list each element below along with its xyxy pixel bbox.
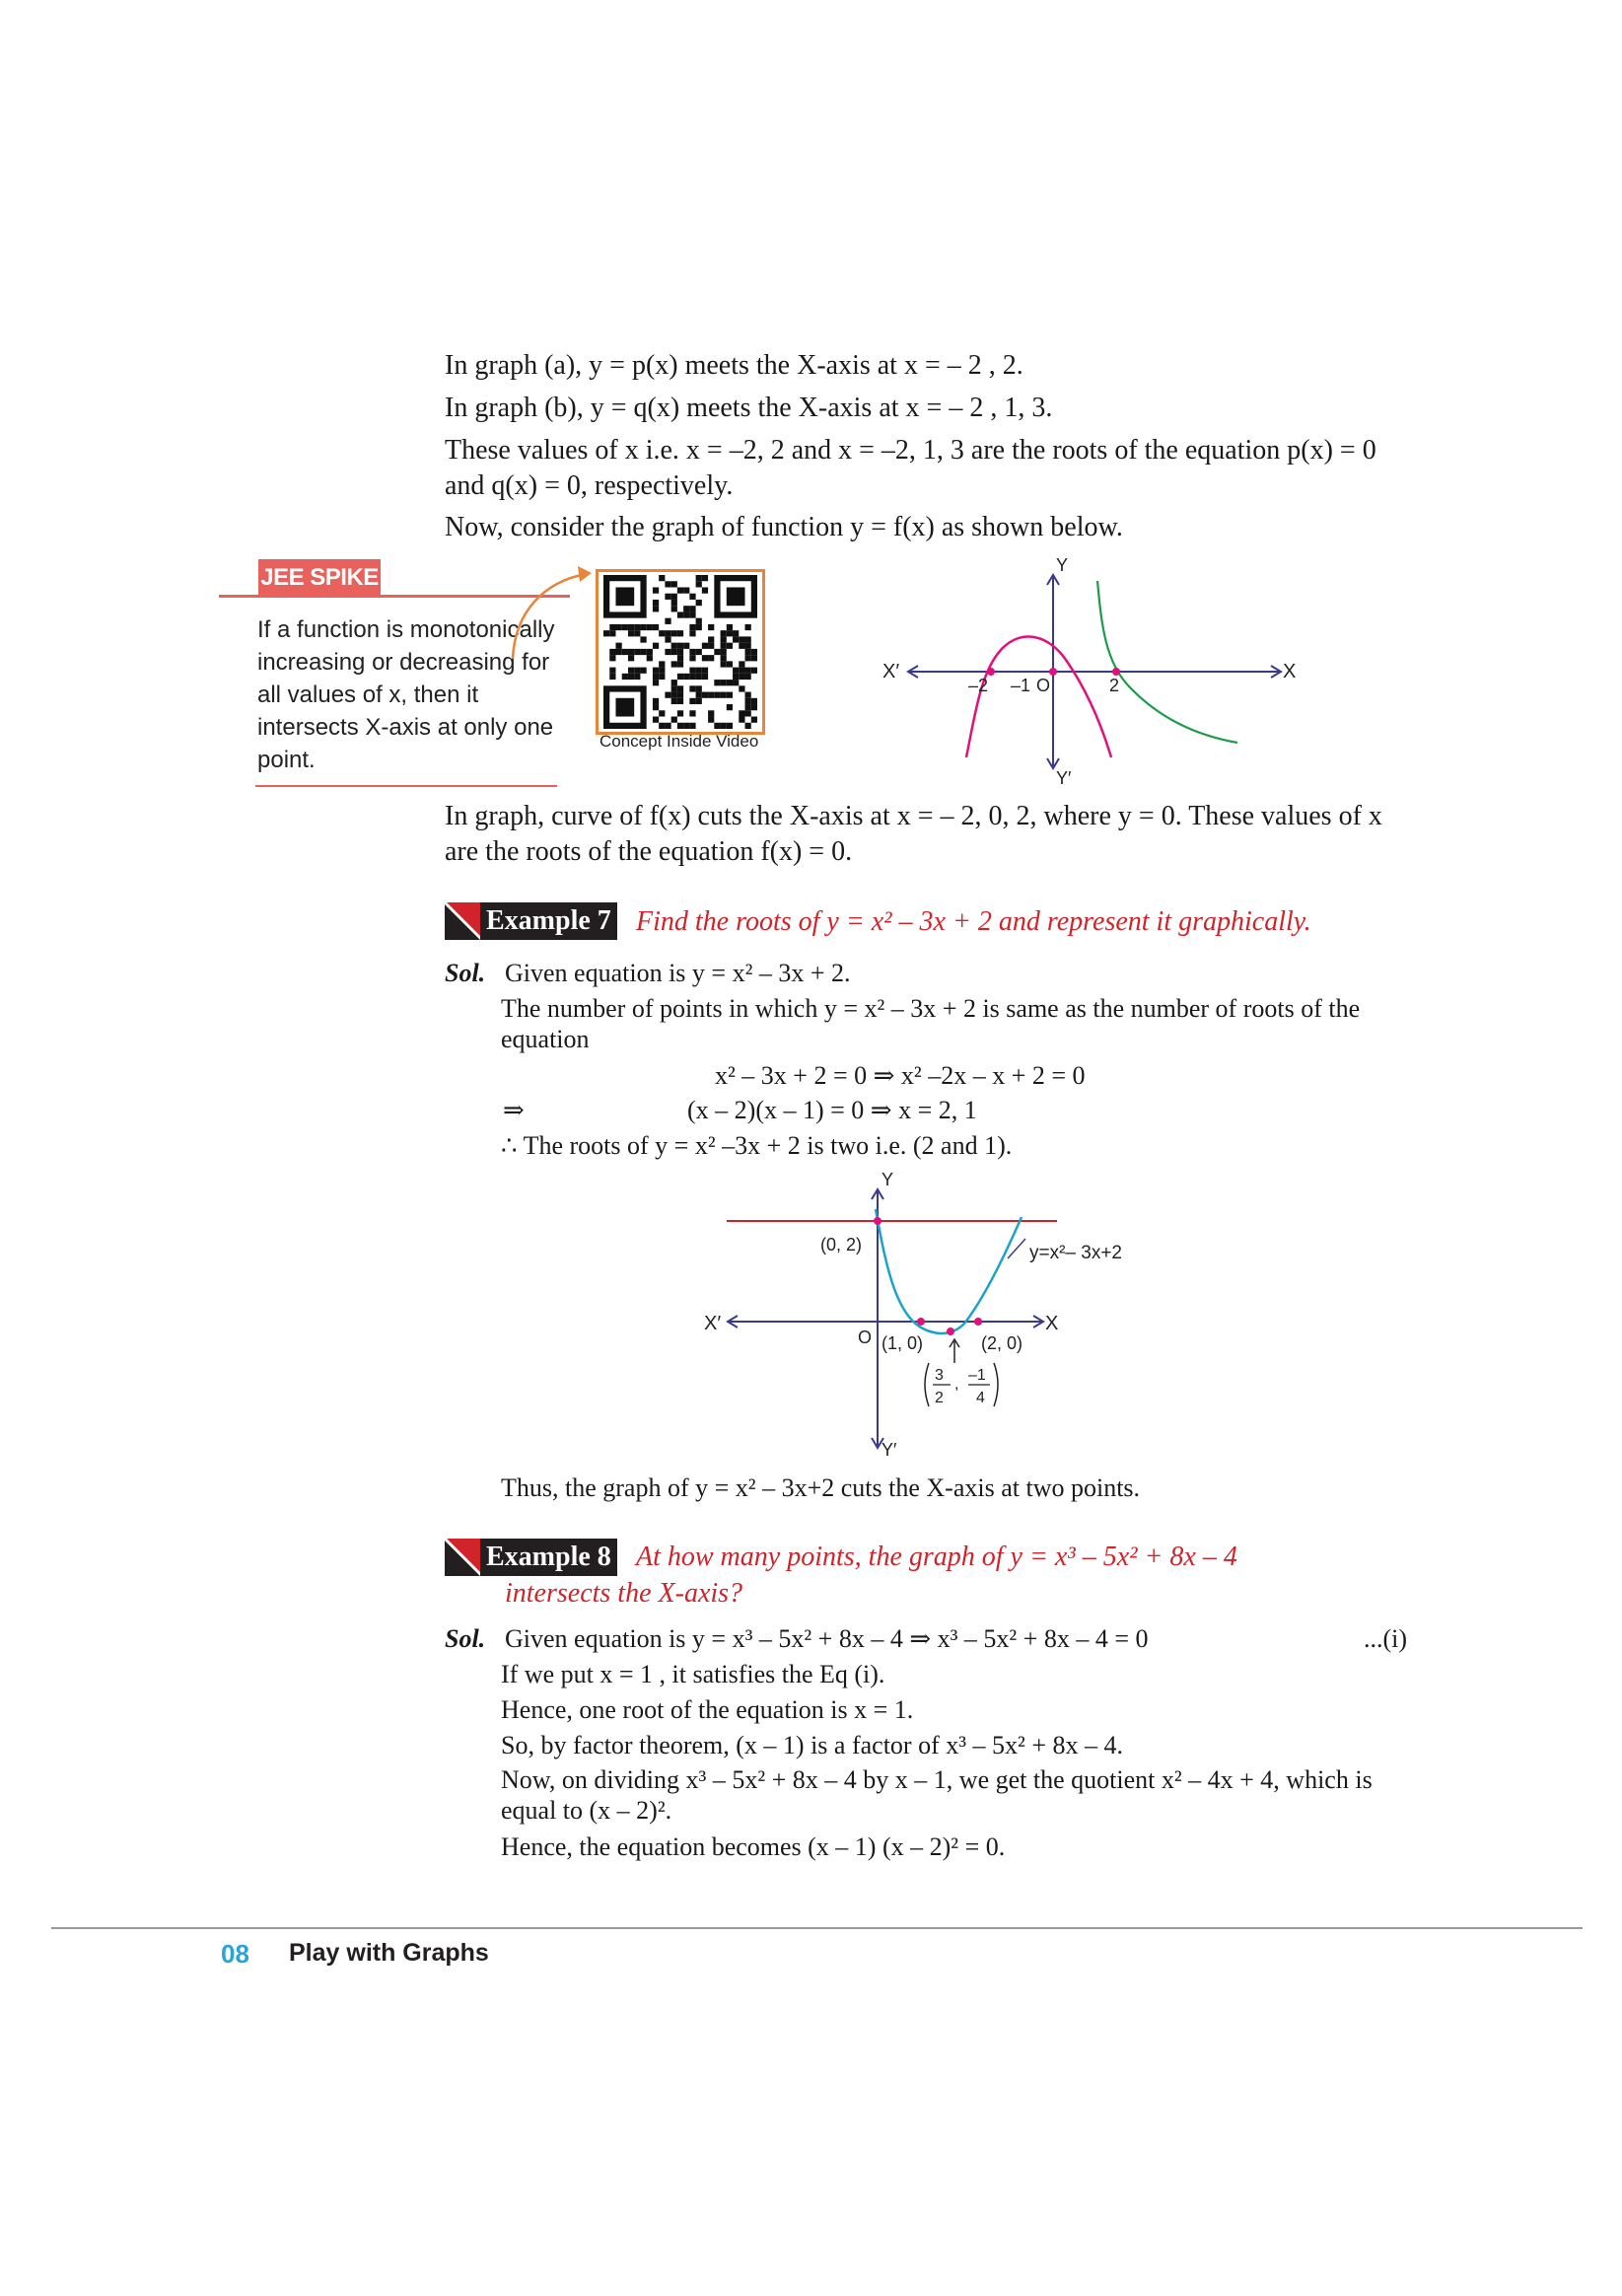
- qr-caption: Concept Inside Video: [599, 732, 759, 751]
- point-0-2: [874, 1217, 882, 1225]
- root-point: [987, 668, 995, 676]
- example7-s4: Thus, the graph of y = x² – 3x+2 cuts the X-axis at two points.: [501, 1473, 1141, 1502]
- example8-s3: Hence, one root of the equation is x = 1.: [501, 1695, 914, 1724]
- example7-implies: ⇒: [503, 1096, 525, 1124]
- spike-text: If a function is monotonically increasing or decreasing for all values of x, then it intersects X-axis at only one point.: [257, 616, 555, 773]
- footer-rule: [51, 1927, 1583, 1929]
- graph-fx-xneg-label: X′: [882, 661, 900, 682]
- intro-line-3: These values of x i.e. x = –2, 2 and x = –2, 1, 3 are the roots of the equation p(x) = 0 and q(x) = 0, respectively.: [445, 435, 1376, 501]
- example7-sol-label: Sol.: [445, 959, 486, 987]
- example8-sol-label: Sol.: [445, 1624, 486, 1653]
- example7-label: Example 7: [480, 902, 617, 940]
- qr-code[interactable]: [596, 569, 765, 735]
- label-1-0: (1, 0): [882, 1333, 924, 1353]
- intro-line-4: Now, consider the graph of function y = f(x) as shown below.: [445, 512, 1123, 542]
- graph-parabola-xneg-label: X′: [704, 1313, 722, 1334]
- paren-left: [925, 1363, 929, 1406]
- intro-line-2: In graph (b), y = q(x) meets the X-axis at x = – 2 , 1, 3.: [445, 393, 1053, 423]
- graph-fx-origin: O: [1036, 676, 1051, 695]
- root-point: [1049, 668, 1057, 676]
- example8-s6: Hence, the equation becomes (x – 1) (x – 2)² = 0.: [501, 1832, 1006, 1861]
- example8-flag-icon: [445, 1539, 482, 1576]
- graph-fx-yneg-label: Y′: [1056, 768, 1072, 788]
- curve-equation-label: y=x²– 3x+2: [1029, 1243, 1122, 1263]
- graph-parabola: [690, 1170, 1122, 1460]
- parabola-curve: [876, 1209, 1022, 1333]
- example7-e2: (x – 2)(x – 1) = 0 ⇒ x = 2, 1: [687, 1096, 977, 1124]
- example8-s1: Given equation is y = x³ – 5x² + 8x – 4 ⇒ x³ – 5x² + 8x – 4 = 0: [505, 1624, 1149, 1653]
- equation-tag: ...(i): [1364, 1624, 1408, 1653]
- vertex-x-num: 3: [935, 1367, 944, 1384]
- label-2-0: (2, 0): [981, 1333, 1023, 1353]
- paren-right: [994, 1363, 998, 1406]
- graph-parabola-x-label: X: [1045, 1313, 1059, 1334]
- example8-s5: Now, on dividing x³ – 5x² + 8x – 4 by x – 1, we get the quotient x² – 4x + 4, which is equal to (x – 2)².: [501, 1765, 1373, 1825]
- example7-s2: The number of points in which y = x² – 3x + 2 is same as the number of roots of the equation: [501, 994, 1361, 1053]
- book-title: Play with Graphs: [289, 1939, 489, 1967]
- curve-magenta: [966, 637, 1111, 757]
- after-graph-text: In graph, curve of f(x) cuts the X-axis at x = – 2, 0, 2, where y = 0. These values of x are the roots of the equation f(x) = 0.: [445, 801, 1382, 867]
- qr-icon: [601, 575, 759, 729]
- graph-parabola-yneg-label: Y′: [882, 1440, 897, 1460]
- tick-minus-1: –1: [1011, 676, 1031, 695]
- graph-fx: [873, 555, 1297, 788]
- graph-parabola-origin: O: [858, 1327, 873, 1347]
- example8-question-1: At how many points, the graph of y = x³ – 5x² + 8x – 4: [636, 1542, 1237, 1572]
- vertex-y-num: –1: [968, 1367, 986, 1384]
- example7-s1: Given equation is y = x² – 3x + 2.: [505, 959, 851, 987]
- example8-s2: If we put x = 1 , it satisfies the Eq (i).: [501, 1660, 885, 1688]
- point-1-0: [917, 1318, 925, 1326]
- example7-s3: ∴ The roots of y = x² –3x + 2 is two i.e. (2 and 1).: [501, 1131, 1013, 1160]
- curve-green: [1097, 581, 1237, 743]
- example8-question-2: intersects the X-axis?: [505, 1578, 743, 1609]
- vertex-y-den: 4: [976, 1390, 985, 1406]
- example7-flag-icon: [445, 902, 482, 940]
- tick-2: 2: [1109, 676, 1120, 695]
- example8-s4: So, by factor theorem, (x – 1) is a factor of x³ – 5x² + 8x – 4.: [501, 1731, 1123, 1759]
- spike-divider-bottom: [255, 785, 557, 787]
- example7-e1: x² – 3x + 2 = 0 ⇒ x² –2x – x + 2 = 0: [715, 1061, 1086, 1090]
- root-point: [1112, 668, 1120, 676]
- spike-tag: JEE SPIKE: [258, 559, 381, 597]
- example7-question: Find the roots of y = x² – 3x + 2 and represent it graphically.: [636, 906, 1311, 937]
- page-number: 08: [221, 1939, 249, 1969]
- graph-fx-x-label: X: [1283, 661, 1297, 682]
- tick-minus-2: –2: [968, 676, 989, 695]
- vertex-point: [947, 1327, 954, 1335]
- graph-fx-y-label: Y: [1056, 555, 1069, 575]
- vertex-x-den: 2: [935, 1390, 944, 1406]
- intro-line-1: In graph (a), y = p(x) meets the X-axis at x = – 2 , 2.: [445, 350, 1023, 381]
- label-0-2: (0, 2): [820, 1235, 863, 1255]
- example8-label: Example 8: [480, 1539, 617, 1576]
- vertex-comma: ,: [954, 1376, 959, 1393]
- graph-parabola-y-label: Y: [882, 1170, 894, 1189]
- qr-arrow-icon: [505, 562, 599, 671]
- point-2-0: [974, 1318, 982, 1326]
